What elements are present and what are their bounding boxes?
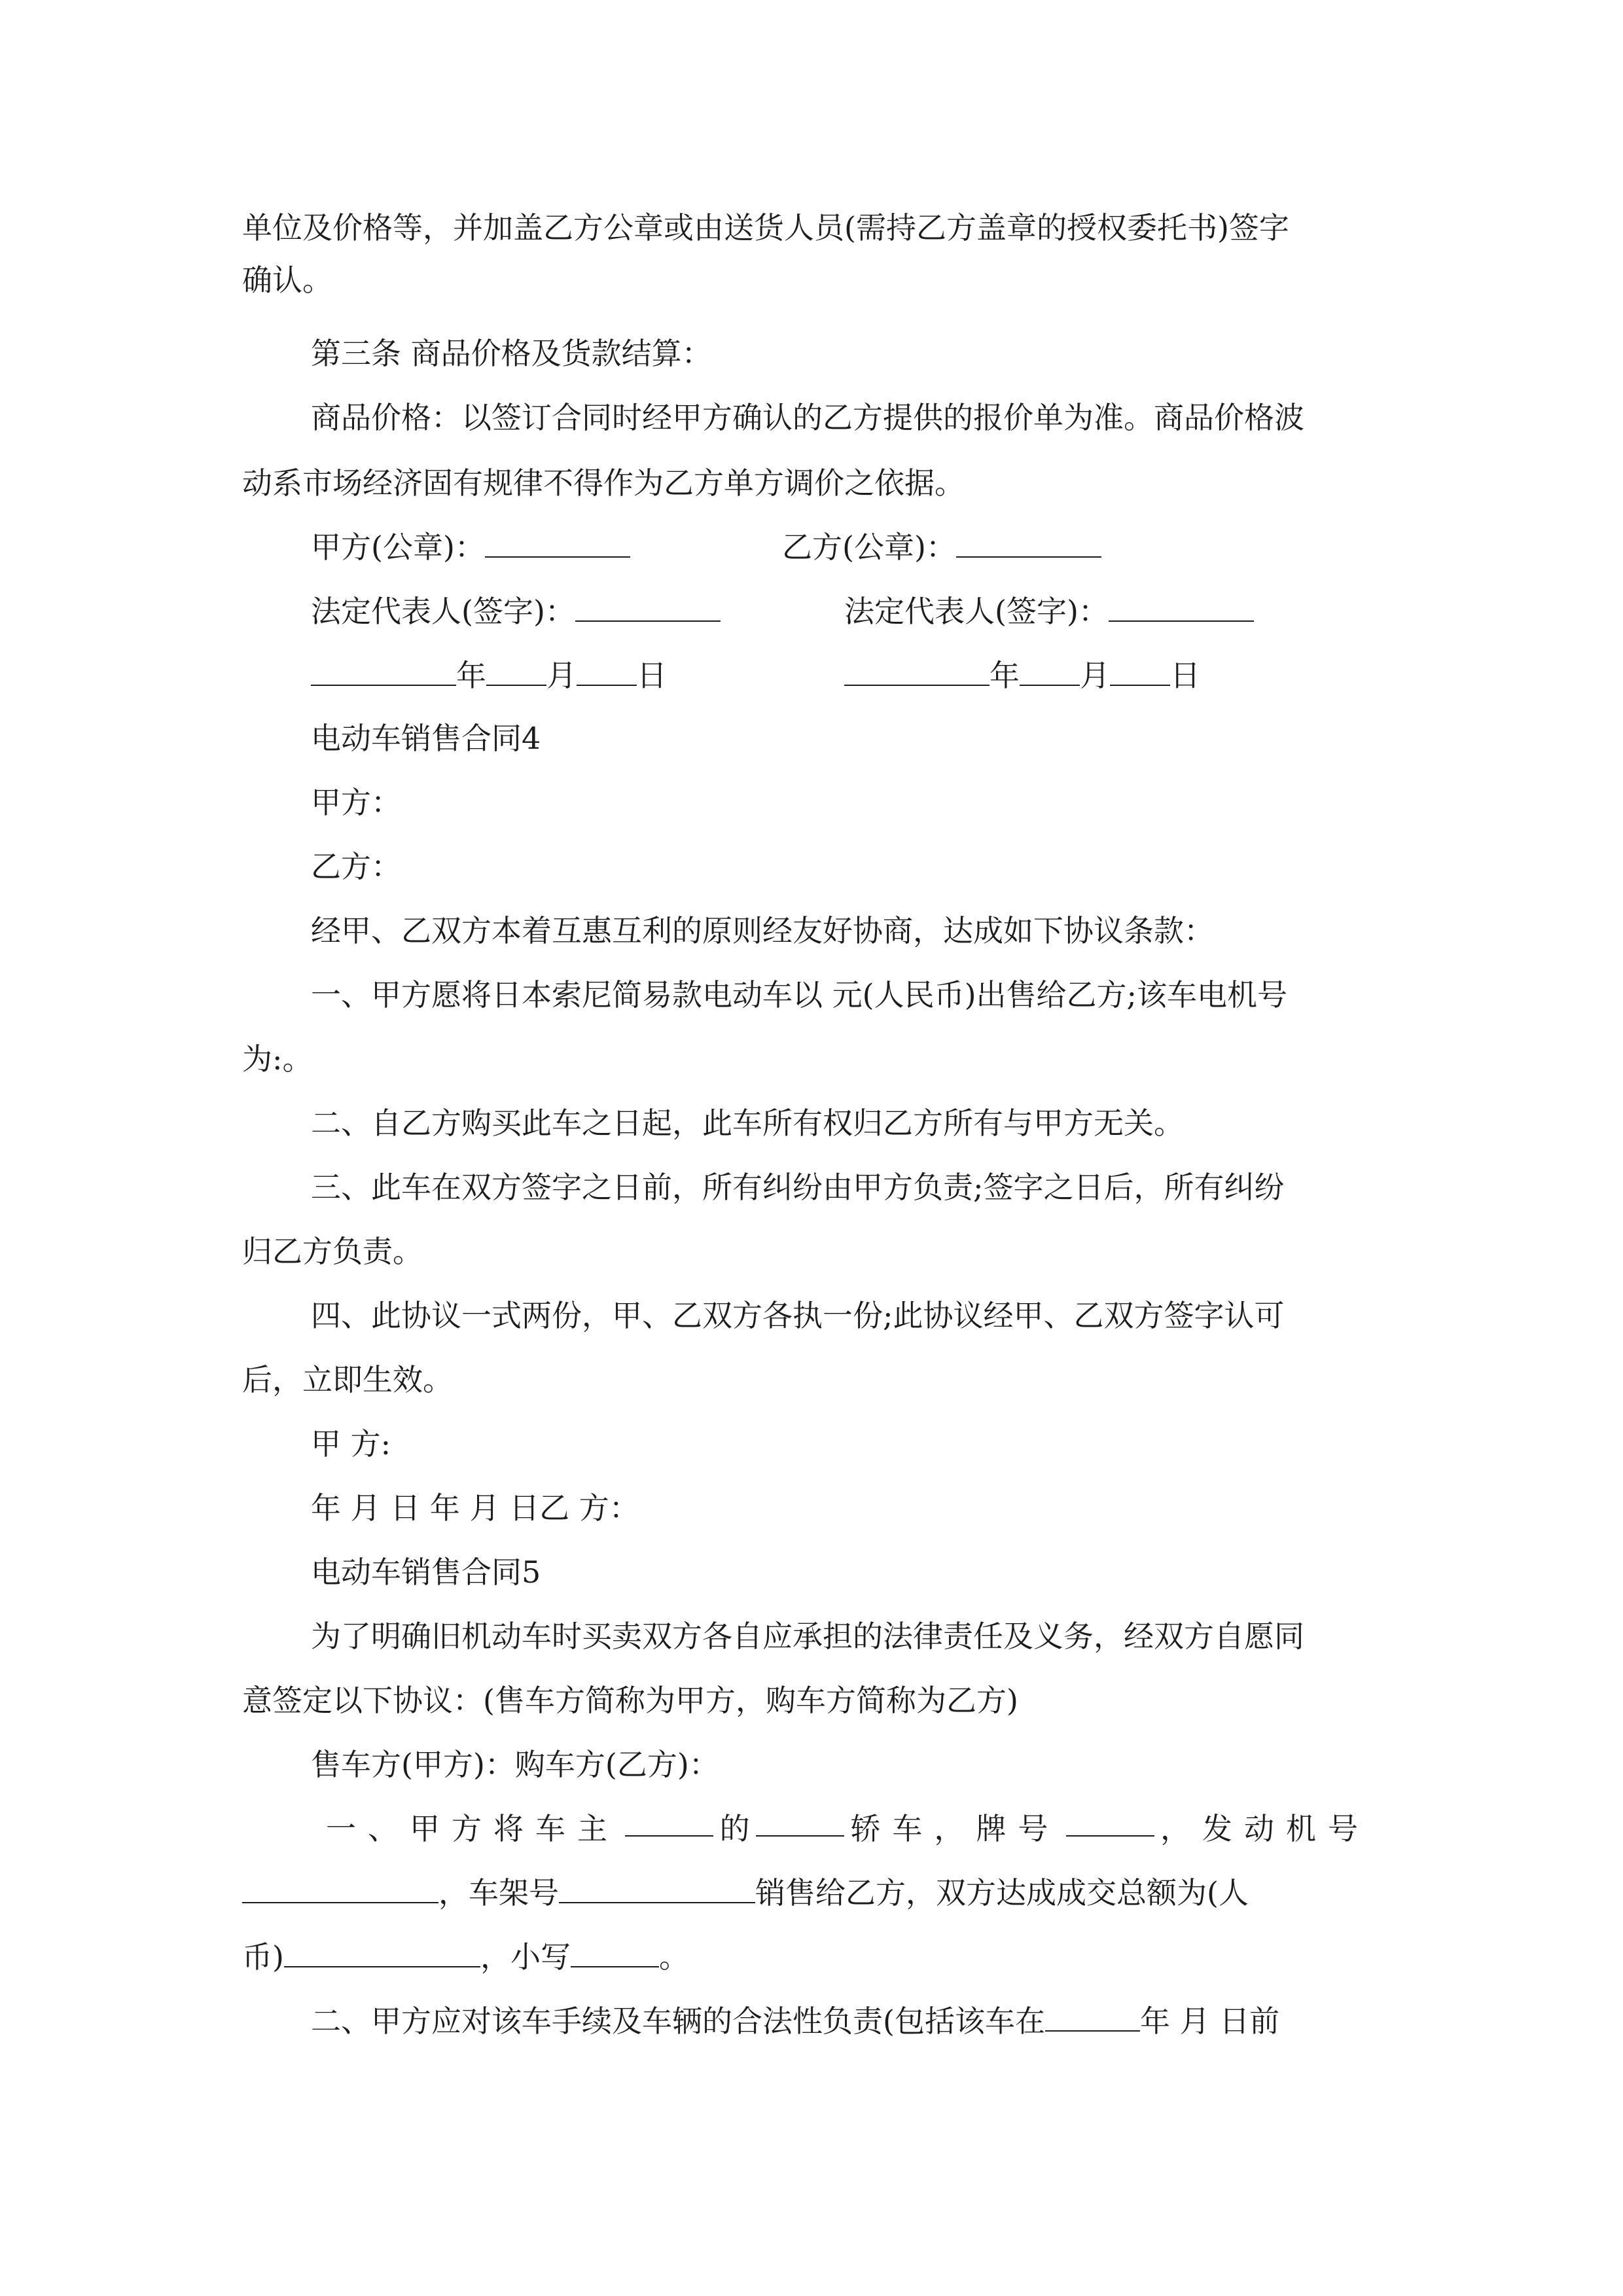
clause-line: 三、此车在双方签字之日前，所有纠纷由甲方负责;签字之日后，所有纠纷 [311,1170,1285,1205]
clause-line [326,1809,1370,1848]
clause-text: 二、甲方应对该车手续及车辆的合法性负责(包括该车在 [311,2003,1045,2039]
fill-blank [1066,1809,1154,1837]
contract-title: 电动车销售合同5 [311,1554,541,1590]
date-blank [1020,658,1080,686]
date-row-a [311,656,667,695]
month-label: 月 [1080,658,1110,693]
clause-line [242,1873,1249,1912]
fill-blank [571,1940,659,1967]
signature-row-rep-b [844,592,1254,631]
party-b-seal-label: 乙方(公章)： [782,529,956,565]
fill-blank [284,1940,480,1967]
date-row-b [844,656,1200,695]
signature-blank [1109,594,1254,622]
date-blank [311,658,456,686]
date-blank [1110,658,1170,686]
party-b-line: 乙方： [311,849,401,884]
fill-blank [242,1876,438,1903]
date-blank [486,658,546,686]
clause-line: 为:。 [242,1041,313,1077]
signature-blank [485,530,630,558]
clause-line: 一、甲方愿将日本索尼简易款电动车以 元(人民币)出售给乙方;该车电机号 [311,977,1288,1013]
signature-blank [575,594,721,622]
party-a-seal-label: 甲方(公章)： [311,529,485,565]
signature-row-seal-b [782,528,1101,567]
clause-text: 年 月 日前 [1139,2003,1280,2039]
clause-text: 币) [242,1939,284,1975]
fill-blank [756,1809,844,1837]
party-a-line: 甲方： [311,785,401,820]
paragraph-line: 单位及价格等，并加盖乙方公章或由送货人员(需持乙方盖章的授权委托书)签字 [242,210,1289,245]
fill-blank [559,1876,755,1903]
clause-text: 轿车，牌号 [850,1811,1060,1846]
paragraph-line: 确认。 [242,262,332,298]
clause-text: 。 [658,1939,689,1975]
fill-blank [625,1809,713,1837]
year-label: 年 [990,658,1020,693]
signature-blank [956,530,1101,558]
clause-line: 四、此协议一式两份，甲、乙双方各执一份;此协议经甲、乙双方签字认可 [311,1298,1285,1333]
clause-line: 后，立即生效。 [242,1362,453,1397]
clause-text: 一、甲方将车主 [326,1811,619,1846]
clause-text: ，发动机号 [1160,1811,1370,1846]
date-blank [844,658,990,686]
fill-blank [1045,2004,1140,2032]
clause-line [242,1937,689,1977]
day-label: 日 [1170,658,1200,693]
signature-row-rep [311,592,721,631]
clause-line: 二、自乙方购买此车之日起，此车所有权归乙方所有与甲方无关。 [311,1105,1184,1141]
paragraph-line: 商品价格：以签订合同时经甲方确认的乙方提供的报价单为准。商品价格波 [311,400,1304,435]
paragraph-line: 为了明确旧机动车时买卖双方各自应承担的法律责任及义务，经双方自愿同 [311,1619,1304,1654]
parties-line: 售车方(甲方)：购车方(乙方)： [311,1747,719,1782]
clause-line: 归乙方负责。 [242,1234,423,1269]
clause-text: ，车架号 [438,1875,559,1910]
paragraph-line: 经甲、乙双方本着互惠互利的原则经友好协商，达成如下协议条款： [311,913,1214,948]
date-signature-line: 年 月 日 年 月 日乙 方： [311,1490,639,1526]
paragraph-line: 意签定以下协议：(售车方简称为甲方，购车方简称为乙方) [242,1683,1018,1718]
clause-text: ，小写 [480,1939,571,1975]
clause-text: 销售给乙方，双方达成成交总额为(人 [755,1875,1249,1910]
day-label: 日 [637,658,667,693]
article-heading: 第三条 商品价格及货款结算： [311,336,712,371]
clause-line [311,2001,1279,2041]
paragraph-line: 动系市场经济固有规律不得作为乙方单方调价之依据。 [242,465,965,501]
signature-row-seal [311,528,630,567]
legal-rep-b-label: 法定代表人(签字)： [844,594,1109,629]
legal-rep-a-label: 法定代表人(签字)： [311,594,575,629]
year-label: 年 [456,658,486,693]
contract-title: 电动车销售合同4 [311,721,541,756]
signature-line: 甲 方: [311,1426,391,1462]
month-label: 月 [546,658,577,693]
clause-text: 的 [719,1811,750,1846]
date-blank [577,658,637,686]
